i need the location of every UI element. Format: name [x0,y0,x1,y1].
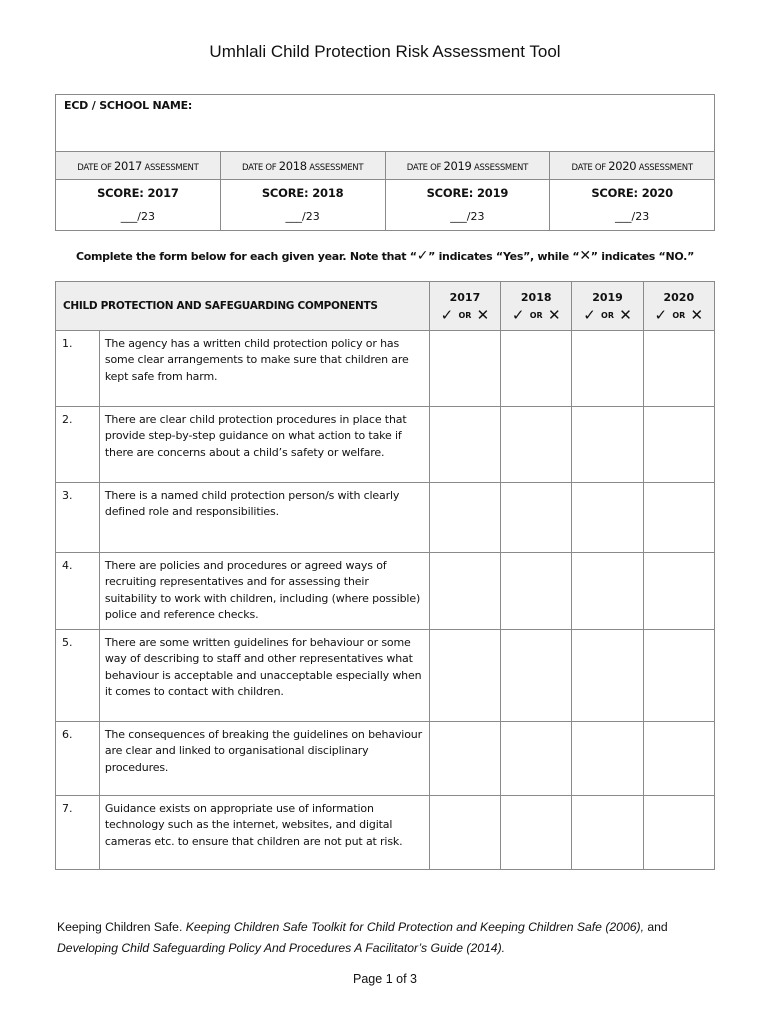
reference-title: Developing Child Safeguarding Policy And Procedures A Facilitator’s Guide (2014). [57,941,506,955]
instructions-part: Complete the form below for each given year. Note that “ [75,250,417,263]
check-icon: ✓ [416,248,429,264]
date-prefix: DATE OF [242,162,279,173]
row-text: There are clear child protection procedures in place that provide step-by-step guidance on what action to take if there are concerns about a child’s safety or welfare. [99,407,429,483]
score-label: SCORE: 2020 [591,186,673,200]
answer-cell-2018[interactable] [501,331,572,407]
score-2019-field[interactable] [385,180,550,231]
components-column-header: CHILD PROTECTION AND SAFEGUARDING COMPONENTS [56,282,430,331]
score-2020-field[interactable] [550,180,715,231]
check-icon: ✓ [511,306,525,324]
date-suffix: ASSESSMENT [306,162,364,173]
score-2018-field[interactable] [220,180,385,231]
date-year: 2017 [113,158,143,173]
answer-cell-2017[interactable] [429,796,500,870]
date-2017-field[interactable] [56,152,221,180]
row-text: There is a named child protection person/s with clearly defined role and responsibilities. [99,483,429,553]
year-label: 2019 [592,291,623,304]
cross-icon: ✕ [579,248,591,264]
table-row [56,796,715,870]
score-blank: ___/23 [120,210,155,223]
or-label: OR [458,311,472,320]
date-suffix: ASSESSMENT [471,162,528,173]
or-label: OR [529,311,543,320]
score-label: SCORE: 2019 [426,186,509,200]
check-icon: ✓ [654,306,668,324]
page-number [0,972,770,986]
date-prefix: DATE OF [571,162,609,173]
page-total: 3 [410,972,417,986]
answer-cell-2019[interactable] [572,483,643,553]
answer-cell-2019[interactable] [572,796,643,870]
year-column-header-2018 [501,282,572,331]
row-text: The consequences of breaking the guidelines on behaviour are clear and linked to organisational disciplinary procedures. [99,722,429,796]
score-blank: ___/23 [285,210,320,223]
or-label: OR [601,311,614,320]
answer-cell-2019[interactable] [572,407,643,483]
date-year: 2019 [443,158,472,173]
reference-text: Keeping Children Safe. [57,920,186,934]
document-title: Umhlali Child Protection Risk Assessment Tool [209,42,561,61]
answer-cell-2018[interactable] [501,796,572,870]
table-row [56,722,715,796]
score-label: SCORE: 2017 [97,186,179,200]
answer-cell-2020[interactable] [643,796,714,870]
date-2018-field[interactable] [220,152,385,180]
row-text: There are some written guidelines for behaviour or some way of describing to staff and other representatives what behaviour is acceptable and unacceptable especially when it comes to contact with children. [99,630,429,722]
table-row [56,630,715,722]
answer-cell-2018[interactable] [501,722,572,796]
year-column-header-2020 [643,282,714,331]
date-year: 2020 [608,158,637,173]
row-text: The agency has a written child protection policy or has some clear arrangements to make sure that children are kept safe from harm. [99,331,429,407]
answer-cell-2018[interactable] [501,630,572,722]
row-number: 2. [56,407,100,483]
table-row [56,553,715,630]
date-prefix: DATE OF [77,162,114,173]
answer-cell-2018[interactable] [501,407,572,483]
or-label: OR [672,311,686,320]
answer-cell-2020[interactable] [643,722,714,796]
cross-icon: ✕ [476,306,490,324]
row-number: 4. [56,553,100,630]
date-2020-field[interactable] [550,152,715,180]
score-label: SCORE: 2018 [261,186,344,200]
score-2017-field[interactable] [56,180,221,231]
row-text: Guidance exists on appropriate use of information technology such as the internet, websites, and digital cameras etc. to ensure that children are not put at risk. [99,796,429,870]
answer-cell-2017[interactable] [429,722,500,796]
answer-cell-2020[interactable] [643,630,714,722]
page-current: 1 [385,972,393,986]
answer-cell-2017[interactable] [429,331,500,407]
school-name-label: ECD / SCHOOL NAME: [64,99,193,112]
year-column-header-2017 [429,282,500,331]
answer-cell-2020[interactable] [643,483,714,553]
year-column-header-2019 [572,282,643,331]
answer-cell-2018[interactable] [501,553,572,630]
row-text: There are policies and procedures or agreed ways of recruiting representatives and for assessing their suitability to work with children, including (where possible) police and reference checks. [99,553,429,630]
cross-icon: ✕ [619,306,632,324]
page-prefix: Page [353,972,386,986]
answer-cell-2017[interactable] [429,407,500,483]
year-label: 2017 [449,291,481,304]
answer-cell-2019[interactable] [572,722,643,796]
components-table [55,281,715,870]
answer-cell-2018[interactable] [501,483,572,553]
answer-cell-2019[interactable] [572,630,643,722]
instructions-part: ” indicates “Yes”, while “ [428,250,580,263]
row-number: 3. [56,483,100,553]
instructions-text [0,248,770,264]
answer-cell-2020[interactable] [643,331,714,407]
check-icon: ✓ [583,306,596,324]
row-number: 5. [56,630,100,722]
footer-reference-line-1 [57,920,668,934]
row-number: 6. [56,722,100,796]
reference-title: Keeping Children Safe Toolkit for Child Protection and Keeping Children Safe (2006), [185,920,644,934]
year-label: 2020 [663,291,695,304]
date-suffix: ASSESSMENT [636,162,693,173]
answer-cell-2017[interactable] [429,553,500,630]
page-mid: of [392,972,411,986]
date-year: 2018 [278,158,307,173]
reference-text: and [643,920,668,934]
answer-cell-2020[interactable] [643,553,714,630]
table-row [56,483,715,553]
instructions-part: ” indicates “NO.” [590,250,694,263]
cross-icon: ✕ [547,306,561,324]
answer-cell-2020[interactable] [643,407,714,483]
date-2019-field[interactable] [385,152,550,180]
table-row [56,407,715,483]
cross-icon: ✕ [690,306,704,324]
date-prefix: DATE OF [406,162,444,173]
school-name-field[interactable] [56,95,715,152]
row-number: 7. [56,796,100,870]
check-icon: ✓ [440,306,454,324]
year-label: 2018 [520,291,552,304]
answer-cell-2019[interactable] [572,331,643,407]
assessment-header-table [55,94,715,231]
answer-cell-2017[interactable] [429,483,500,553]
row-number: 1. [56,331,100,407]
footer-reference-line-2 [57,941,505,955]
answer-cell-2017[interactable] [429,630,500,722]
score-blank: ___/23 [615,210,650,223]
score-blank: ___/23 [450,210,485,223]
date-suffix: ASSESSMENT [142,162,199,173]
answer-cell-2019[interactable] [572,553,643,630]
table-row [56,331,715,407]
